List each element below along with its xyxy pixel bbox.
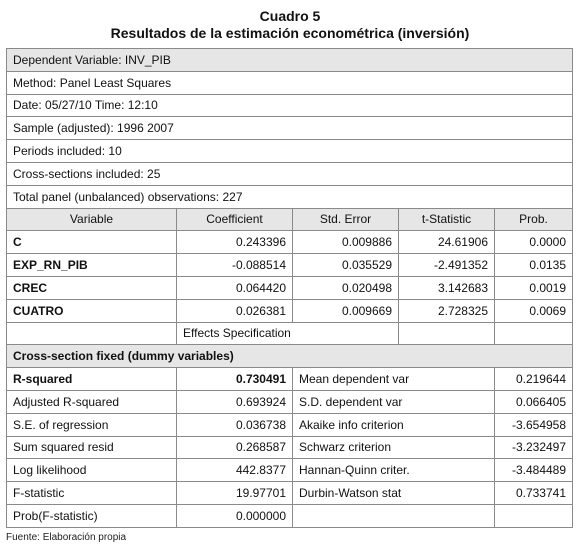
variable-name: CREC — [7, 276, 177, 299]
stat-label: Durbin-Watson stat — [293, 482, 495, 505]
coefficient-cell: 0.243396 — [177, 231, 293, 254]
coefficient-cell: 0.064420 — [177, 276, 293, 299]
t-statistic-cell: -2.491352 — [399, 254, 495, 277]
table-row — [7, 254, 573, 277]
observations: Total panel (unbalanced) observations: 227 — [7, 185, 573, 208]
variable-name: CUATRO — [7, 299, 177, 322]
t-statistic-cell: 3.142683 — [399, 276, 495, 299]
table-row — [7, 276, 573, 299]
t-statistic-cell: 24.61906 — [399, 231, 495, 254]
stat-label: S.D. dependent var — [293, 390, 495, 413]
stats-row — [7, 368, 573, 391]
t-statistic-cell: 2.728325 — [399, 299, 495, 322]
variable-name: EXP_RN_PIB — [7, 254, 177, 277]
periods: Periods included: 10 — [7, 140, 573, 163]
std-error-cell: 0.009669 — [293, 299, 399, 322]
cross-sections: Cross-sections included: 25 — [7, 162, 573, 185]
table-caption — [0, 8, 580, 42]
info-row — [7, 140, 573, 163]
stat-value: 0.219644 — [495, 368, 573, 391]
sample: Sample (adjusted): 1996 2007 — [7, 117, 573, 140]
std-error-cell: 0.035529 — [293, 254, 399, 277]
effects-specification: Effects Specification — [177, 322, 399, 345]
column-header: Variable — [7, 208, 177, 231]
effects-row — [7, 322, 573, 345]
info-row — [7, 162, 573, 185]
column-header: Coefficient — [177, 208, 293, 231]
stats-row — [7, 482, 573, 505]
coefficient-cell: 0.026381 — [177, 299, 293, 322]
stat-value: 0.000000 — [177, 504, 293, 527]
prob-cell: 0.0135 — [495, 254, 573, 277]
info-row — [7, 185, 573, 208]
stats-row — [7, 436, 573, 459]
column-header: Prob. — [495, 208, 573, 231]
stat-value: 0.036738 — [177, 413, 293, 436]
stats-row — [7, 459, 573, 482]
stat-value: -3.232497 — [495, 436, 573, 459]
stats-row — [7, 413, 573, 436]
method: Method: Panel Least Squares — [7, 71, 573, 94]
info-row — [7, 117, 573, 140]
stat-label: Mean dependent var — [293, 368, 495, 391]
table-row — [7, 299, 573, 322]
column-header: Std. Error — [293, 208, 399, 231]
info-row — [7, 49, 573, 72]
stat-label: Hannan-Quinn criter. — [293, 459, 495, 482]
caption-title: Resultados de la estimación econométrica (inversión) — [110, 25, 470, 41]
variable-name: C — [7, 231, 177, 254]
fixed-effects-row — [7, 345, 573, 368]
stat-value: -3.654958 — [495, 413, 573, 436]
stat-label: Sum squared resid — [7, 436, 177, 459]
stat-value — [495, 504, 573, 527]
empty-cell — [7, 322, 177, 345]
stat-value: 0.268587 — [177, 436, 293, 459]
coefficient-cell: -0.088514 — [177, 254, 293, 277]
stat-label: F-statistic — [7, 482, 177, 505]
prob-cell: 0.0019 — [495, 276, 573, 299]
column-header: t-Statistic — [399, 208, 495, 231]
stat-value: 0.730491 — [177, 368, 293, 391]
stat-value: 19.97701 — [177, 482, 293, 505]
empty-cell — [399, 322, 495, 345]
column-header-row — [7, 208, 573, 231]
stat-label: Akaike info criterion — [293, 413, 495, 436]
stat-value: 0.733741 — [495, 482, 573, 505]
stat-label: Prob(F-statistic) — [7, 504, 177, 527]
stats-row — [7, 504, 573, 527]
stat-value: 442.8377 — [177, 459, 293, 482]
regression-table — [6, 48, 573, 528]
stat-label: Adjusted R-squared — [7, 390, 177, 413]
prob-cell: 0.0069 — [495, 299, 573, 322]
stats-row — [7, 390, 573, 413]
stat-value: 0.693924 — [177, 390, 293, 413]
stat-value: -3.484489 — [495, 459, 573, 482]
std-error-cell: 0.009886 — [293, 231, 399, 254]
table-row — [7, 231, 573, 254]
dependent-variable: Dependent Variable: INV_PIB — [7, 49, 573, 72]
stat-label — [293, 504, 495, 527]
std-error-cell: 0.020498 — [293, 276, 399, 299]
cross-section-fixed: Cross-section fixed (dummy variables) — [7, 345, 573, 368]
stat-label: Log likelihood — [7, 459, 177, 482]
info-row — [7, 94, 573, 117]
stat-label: Schwarz criterion — [293, 436, 495, 459]
prob-cell: 0.0000 — [495, 231, 573, 254]
stat-value: 0.066405 — [495, 390, 573, 413]
caption-number: Cuadro 5 — [259, 8, 321, 24]
info-row — [7, 71, 573, 94]
empty-cell — [495, 322, 573, 345]
stat-label: S.E. of regression — [7, 413, 177, 436]
date-time: Date: 05/27/10 Time: 12:10 — [7, 94, 573, 117]
source-note: Fuente: Elaboración propia — [6, 532, 127, 543]
stat-label: R-squared — [7, 368, 177, 391]
